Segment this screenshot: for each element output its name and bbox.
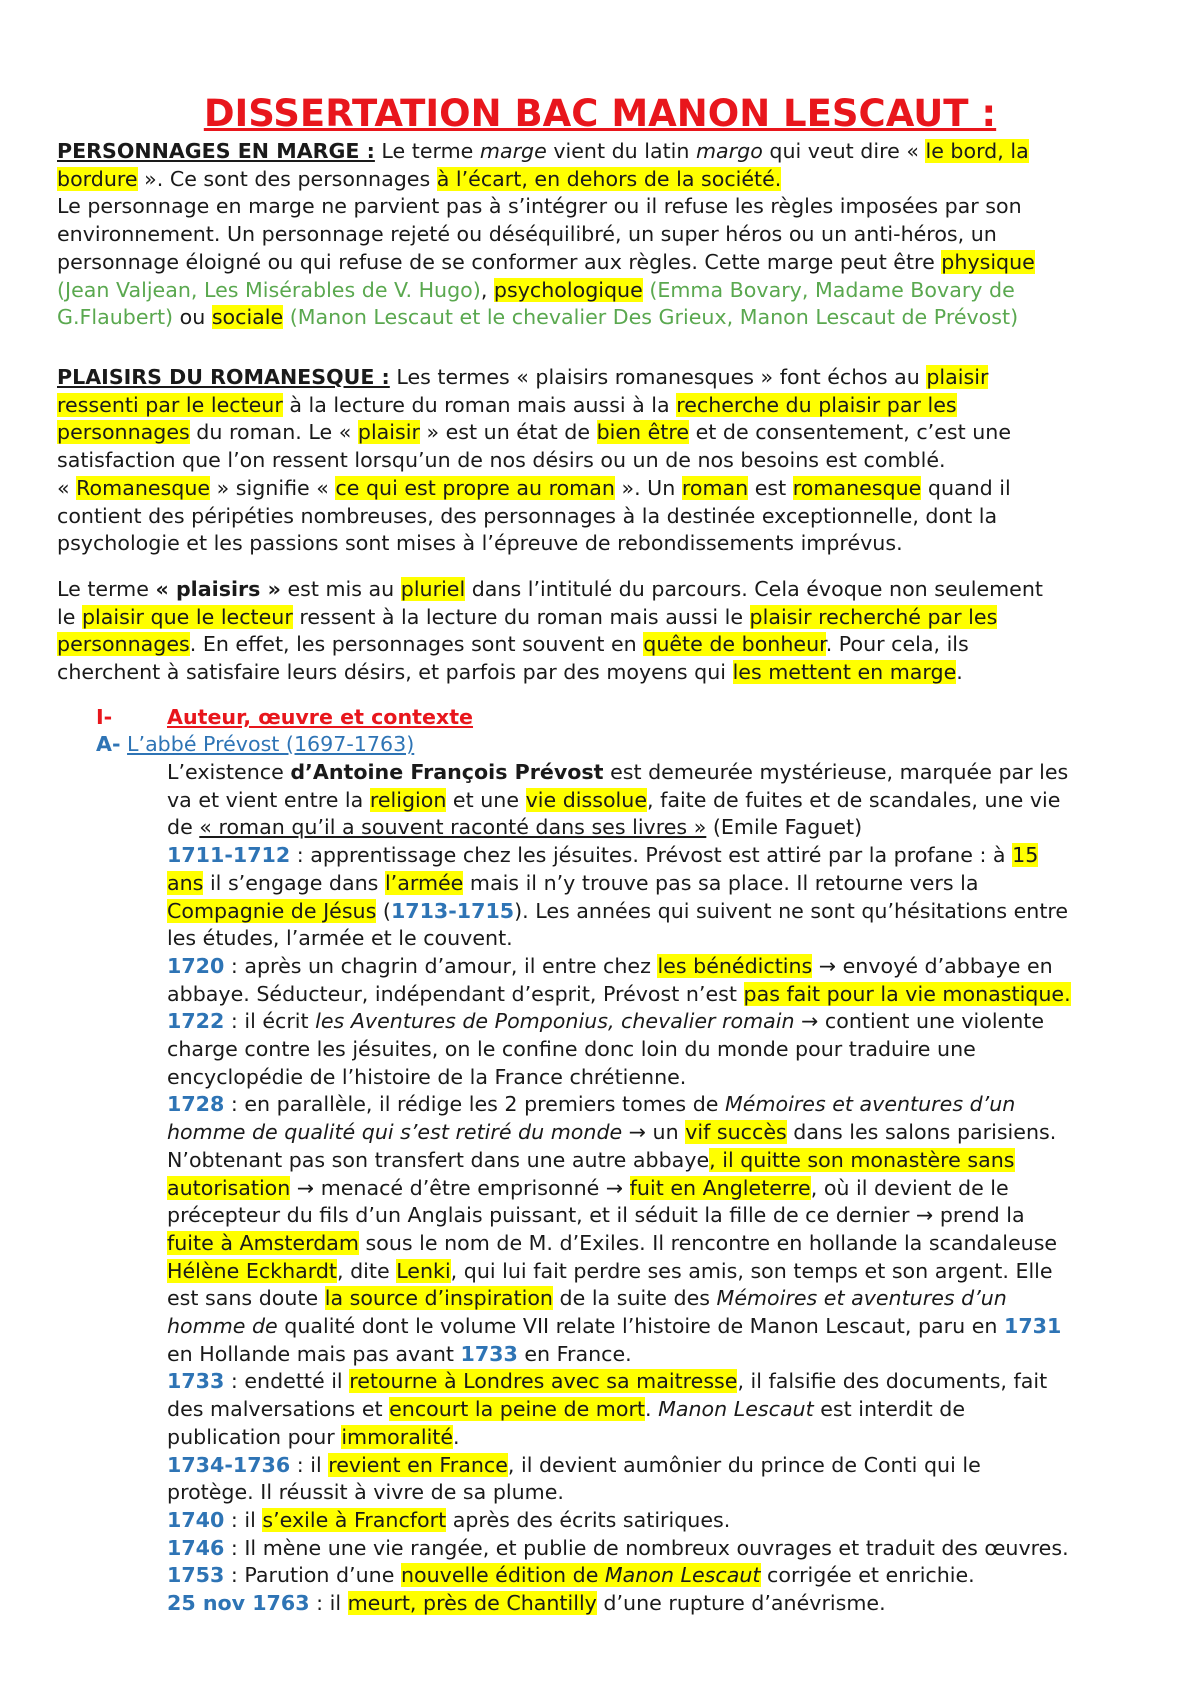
text-run: d’Antoine François Prévost: [290, 760, 604, 784]
book-title: homme de qualité qui s’est retiré du monde: [167, 1120, 623, 1145]
example-text: (Jean Valjean, Les Misérables de V. Hugo): [57, 277, 481, 302]
highlight: Lenki: [396, 1258, 451, 1283]
text-line: [57, 249, 1147, 277]
highlight: psychologique: [493, 277, 643, 302]
highlight: vie dissolue: [525, 787, 647, 812]
text-line: [57, 277, 1147, 305]
text-run: à la lecture du roman mais aussi à la: [282, 392, 677, 417]
highlight: quête de bonheur: [643, 632, 826, 657]
text-run: . En effet, les personnages sont souvent en: [189, 632, 644, 657]
timeline-entry: [167, 1368, 1157, 1396]
text-run: est demeurée mystérieuse, marquée par les: [603, 760, 1069, 784]
text-run: : Parution d’une: [224, 1563, 401, 1588]
highlight: sociale: [211, 305, 284, 330]
timeline-entry: [167, 953, 1157, 981]
date: 1722: [167, 1009, 225, 1034]
text-run: quand il: [921, 475, 1011, 500]
text-run: de la suite des: [553, 1286, 717, 1311]
highlight: physique: [941, 249, 1035, 274]
text-run: mais il n’y trouve pas sa place. Il retourne vers la: [463, 870, 979, 895]
subsection-number: A-: [96, 732, 121, 756]
text-line: [57, 631, 1147, 659]
highlight: encourt la peine de mort: [389, 1397, 646, 1422]
biography: [167, 759, 1157, 1618]
text-line: contient des péripéties nombreuses, des personnages à la destinée exceptionnelle, dont la: [57, 503, 998, 528]
timeline-entry: [167, 1507, 1157, 1535]
text-run: dans l’intitulé du parcours. Cela évoque non seulement: [465, 577, 1043, 601]
date: 1753: [167, 1563, 225, 1588]
text-run: nouvelle édition de: [400, 1563, 605, 1588]
text-line: [57, 166, 1147, 194]
text-line: [57, 419, 1147, 447]
text-run: et de consentement, c’est une: [689, 420, 1011, 445]
date: 1720: [167, 953, 225, 978]
text-run: , où il devient de le: [810, 1175, 1009, 1200]
text-run: abbaye. Séducteur, indépendant d’esprit, Prévost n’est: [167, 981, 744, 1006]
text-run: des malversations et: [167, 1397, 390, 1422]
text-run: , qui lui fait perdre ses amis, son temps et son argent. Elle: [450, 1258, 1053, 1283]
book-title: Mémoires et aventures d’un: [716, 1286, 1007, 1311]
highlight: l’armée: [384, 870, 464, 895]
highlight: Compagnie de Jésus: [167, 898, 377, 923]
book-title: Manon Lescaut: [604, 1563, 761, 1588]
text-line: [167, 1119, 1157, 1147]
text-run: publication pour: [167, 1424, 342, 1449]
text-line: [167, 1424, 1157, 1452]
quote: « roman qu’il a souvent raconté dans ses livres »: [199, 815, 707, 840]
text-run: margo: [696, 139, 763, 163]
text-run: : il: [309, 1591, 348, 1616]
text-line: [57, 392, 1147, 420]
text-run: marge: [479, 139, 547, 163]
highlight: meurt, près de Chantilly: [347, 1591, 597, 1616]
highlight: pas fait pour la vie monastique.: [743, 981, 1071, 1006]
text-run: : il écrit: [224, 1009, 316, 1034]
highlight: la source d’inspiration: [324, 1286, 553, 1311]
text-run: → un: [622, 1120, 686, 1145]
text-line: psychologie et les passions sont mises à l’épreuve de rebondissements imprévus.: [57, 531, 903, 556]
highlight: les bénédictins: [657, 953, 813, 978]
text-line: [57, 304, 1147, 332]
book-title: Mémoires et aventures d’un: [725, 1092, 1016, 1117]
text-line: [57, 659, 1147, 687]
date: 1733: [460, 1341, 518, 1366]
timeline-entry: [167, 842, 1157, 870]
example-text: (Manon Lescaut et le chevalier Des Grieux, Manon Lescaut de Prévost): [283, 305, 1019, 330]
text-line: les études, l’armée et le couvent.: [167, 926, 513, 951]
text-run: ressent à la lecture du roman mais aussi le: [292, 604, 750, 629]
part-number: I-: [96, 705, 113, 729]
text-run: va et vient entre la: [167, 787, 370, 812]
highlight: 15: [1012, 843, 1039, 868]
part-heading: [96, 704, 112, 732]
text-run: corrigée et enrichie.: [760, 1563, 975, 1588]
text-run: il s’engage dans: [203, 870, 385, 895]
text-run: L’existence: [167, 760, 291, 784]
text-run: en Hollande mais pas avant: [167, 1341, 461, 1366]
text-run: Le terme: [57, 577, 156, 601]
text-run: après des écrits satiriques.: [446, 1507, 731, 1532]
text-run: : apprentissage chez les jésuites. Prévost est attiré par la profane : à: [290, 843, 1013, 868]
text-line: [167, 981, 1157, 1009]
text-line: [167, 1396, 1157, 1424]
text-run: (Emile Faguet): [706, 815, 863, 840]
highlight: Hélène Eckhardt: [167, 1258, 337, 1283]
text-line: [167, 759, 1157, 787]
text-run: est mis au: [280, 577, 401, 601]
book-title: Manon Lescaut: [658, 1397, 814, 1422]
text-line: [167, 814, 1157, 842]
timeline-entry: [167, 1091, 1157, 1119]
text-line: [167, 1147, 1157, 1175]
highlight: , il quitte son monastère sans: [709, 1147, 1015, 1172]
timeline-entry: [167, 1452, 1157, 1480]
text-run: Les termes « plaisirs romanesques » font échos au: [389, 365, 927, 389]
text-run: d’une rupture d’anévrisme.: [596, 1591, 886, 1616]
date: 25 nov 1763: [167, 1591, 310, 1616]
text-run: est interdit de: [813, 1397, 966, 1422]
text-run: est sans doute: [167, 1286, 325, 1311]
text-line: [167, 1175, 1157, 1203]
text-run: cherchent à satisfaire leurs désirs, et parfois par des moyens qui: [57, 660, 733, 685]
timeline-entry: [167, 1008, 1157, 1036]
highlight: personnages: [57, 420, 190, 445]
text-run: . Pour cela, ils: [825, 632, 969, 657]
date: 1711-1712: [167, 843, 291, 868]
highlight: fuite à Amsterdam: [167, 1230, 359, 1255]
text-run: ». Un: [614, 475, 682, 500]
text-run: .: [645, 1397, 659, 1422]
page-title: DISSERTATION BAC MANON LESCAUT :: [203, 92, 997, 135]
date: 1713-1715: [390, 898, 515, 923]
highlight: autorisation: [167, 1175, 291, 1200]
text-run: , il falsifie des documents, fait: [737, 1369, 1048, 1394]
text-run: : après un chagrin d’amour, il entre chez: [224, 953, 658, 978]
text-line: [167, 1313, 1157, 1341]
section-plaisirs-du-romanesque: [57, 364, 1147, 558]
highlight: recherche du plaisir par les: [676, 392, 957, 417]
highlight: pluriel: [400, 577, 466, 601]
date: 1728: [167, 1092, 225, 1117]
text-run: : en parallèle, il rédige les 2 premiers tomes de: [224, 1092, 725, 1117]
example-text: (Emma Bovary, Madame Bovary de: [642, 277, 1015, 302]
text-line: protège. Il réussit à vivre de sa plume.: [167, 1480, 564, 1505]
date: 1733: [167, 1369, 225, 1394]
part-title: Auteur, œuvre et contexte: [167, 705, 474, 729]
highlight: romanesque: [792, 475, 922, 500]
text-run: du roman. Le «: [189, 420, 358, 445]
text-run: le: [57, 604, 82, 629]
text-line: [57, 138, 1147, 166]
highlight: plaisir: [357, 420, 420, 445]
text-run: .: [453, 1424, 460, 1449]
text-line: satisfaction que l’on ressent lorsqu’un de nos désirs ou un de nos besoins est comblé.: [57, 448, 946, 473]
highlight: plaisir que le lecteur: [81, 604, 293, 629]
highlight: fuit en Angleterre: [629, 1175, 811, 1200]
text-run: en France.: [517, 1341, 632, 1366]
highlight: vif succès: [685, 1120, 787, 1145]
highlight: retourne à Londres avec sa maitresse: [349, 1369, 738, 1394]
text-line: [167, 1285, 1157, 1313]
highlight: s’exile à Francfort: [262, 1507, 447, 1532]
text-run: ». Ce sont des personnages: [137, 166, 437, 191]
book-title: les Aventures de Pomponius, chevalier romain: [315, 1009, 795, 1034]
highlight: ce qui est propre au roman: [335, 475, 615, 500]
text-run: , dite: [337, 1258, 397, 1283]
text-run: → menacé d’être emprisonné →: [290, 1175, 630, 1200]
highlight: religion: [369, 787, 447, 812]
text-line: précepteur du fils d’un Anglais puissant, et il séduit la fille de ce dernier → prend la: [167, 1203, 1025, 1228]
timeline-entry: [167, 1562, 1157, 1590]
highlight: roman: [681, 475, 749, 500]
highlight: ans: [167, 870, 204, 895]
text-run: de: [167, 815, 200, 840]
text-run: : endetté il: [224, 1369, 350, 1394]
text-run: : Il mène une vie rangée, et publie de nombreux ouvrages et traduit des œuvres.: [224, 1535, 1069, 1560]
text-line: [57, 576, 1147, 604]
highlight: bien être: [596, 420, 690, 445]
highlight: le bord, la: [925, 139, 1029, 163]
text-run: ,: [480, 277, 494, 302]
text-line: [167, 898, 1157, 926]
timeline-entry: [167, 1590, 1157, 1618]
text-line: charge contre les jésuites, on le confine donc loin du monde pour traduire une: [167, 1037, 976, 1062]
text-run: → envoyé d’abbaye en: [812, 953, 1053, 978]
date: 1746: [167, 1535, 225, 1560]
text-run: et une: [446, 787, 526, 812]
date: 1731: [1004, 1314, 1062, 1339]
highlight: revient en France: [328, 1452, 508, 1477]
text-run: est: [748, 475, 793, 500]
text-run: → contient une violente: [794, 1009, 1045, 1034]
section-plaisirs-pluriel: [57, 576, 1147, 687]
text-run: N’obtenant pas son transfert dans une autre abbaye: [167, 1147, 710, 1172]
text-run: ). Les années qui suivent ne sont qu’hésitations entre: [514, 898, 1069, 923]
highlight: immoralité: [341, 1424, 454, 1449]
text-line: [167, 1258, 1157, 1286]
text-line: [57, 364, 1147, 392]
text-run: Le terme: [374, 139, 480, 163]
text-run: vient du latin: [546, 139, 696, 163]
text-line: encyclopédie de l’histoire de la France chrétienne.: [167, 1064, 687, 1089]
text-line: [167, 1341, 1157, 1369]
subsection-title: L’abbé Prévost (1697-1763): [127, 732, 415, 756]
section-heading: PERSONNAGES EN MARGE :: [57, 139, 375, 163]
text-run: qui veut dire «: [762, 139, 926, 163]
example-text: G.Flaubert): [57, 305, 174, 330]
text-run: : il: [290, 1452, 329, 1477]
text-run: » est un état de: [419, 420, 597, 445]
section-heading: PLAISIRS DU ROMANESQUE :: [57, 365, 390, 389]
text-run: (: [376, 898, 391, 923]
text-run: .: [956, 660, 963, 685]
timeline-entry: [167, 1535, 1157, 1563]
text-line: [57, 604, 1147, 632]
highlight: à l’écart, en dehors de la société.: [436, 166, 782, 191]
text-line: Le personnage en marge ne parvient pas à s’intégrer ou il refuse les règles imposées par son: [57, 194, 1022, 219]
text-run: , il devient aumônier du prince de Conti qui le: [507, 1452, 981, 1477]
book-title: homme de: [167, 1314, 278, 1339]
text-line: environnement. Un personnage rejeté ou déséquilibré, un super héros ou un anti-héros, un: [57, 222, 997, 247]
date: 1740: [167, 1507, 225, 1532]
subsection-heading: [96, 731, 414, 759]
text-run: « plaisirs »: [155, 577, 281, 601]
text-run: qualité dont le volume VII relate l’histoire de Manon Lescaut, paru en: [277, 1314, 1004, 1339]
highlight: ressenti par le lecteur: [57, 392, 283, 417]
highlight: [401, 1563, 761, 1587]
highlight: Romanesque: [76, 475, 211, 500]
text-run: : il: [224, 1507, 263, 1532]
date: 1734-1736: [167, 1452, 291, 1477]
highlight: plaisir: [926, 365, 989, 389]
text-run: sous le nom de M. d’Exiles. Il rencontre en hollande la scandaleuse: [358, 1230, 1058, 1255]
part-title-wrap: [167, 704, 473, 732]
section-personnages-en-marge: [57, 138, 1147, 332]
text-line: [167, 870, 1157, 898]
text-run: personnage éloigné ou qui refuse de se conformer aux règles. Cette marge peut être: [57, 249, 942, 274]
text-run: » signifie «: [210, 475, 336, 500]
text-run: ou: [173, 305, 212, 330]
highlight: plaisir recherché par les: [749, 604, 998, 629]
highlight: personnages: [57, 632, 190, 657]
text-line: [57, 475, 1147, 503]
text-run: , faite de fuites et de scandales, une vie: [646, 787, 1061, 812]
text-run: dans les salons parisiens.: [786, 1120, 1057, 1145]
highlight: les mettent en marge: [732, 660, 957, 685]
text-line: [167, 1230, 1157, 1258]
highlight: bordure: [57, 166, 138, 191]
text-line: [167, 787, 1157, 815]
text-run: «: [57, 475, 77, 500]
